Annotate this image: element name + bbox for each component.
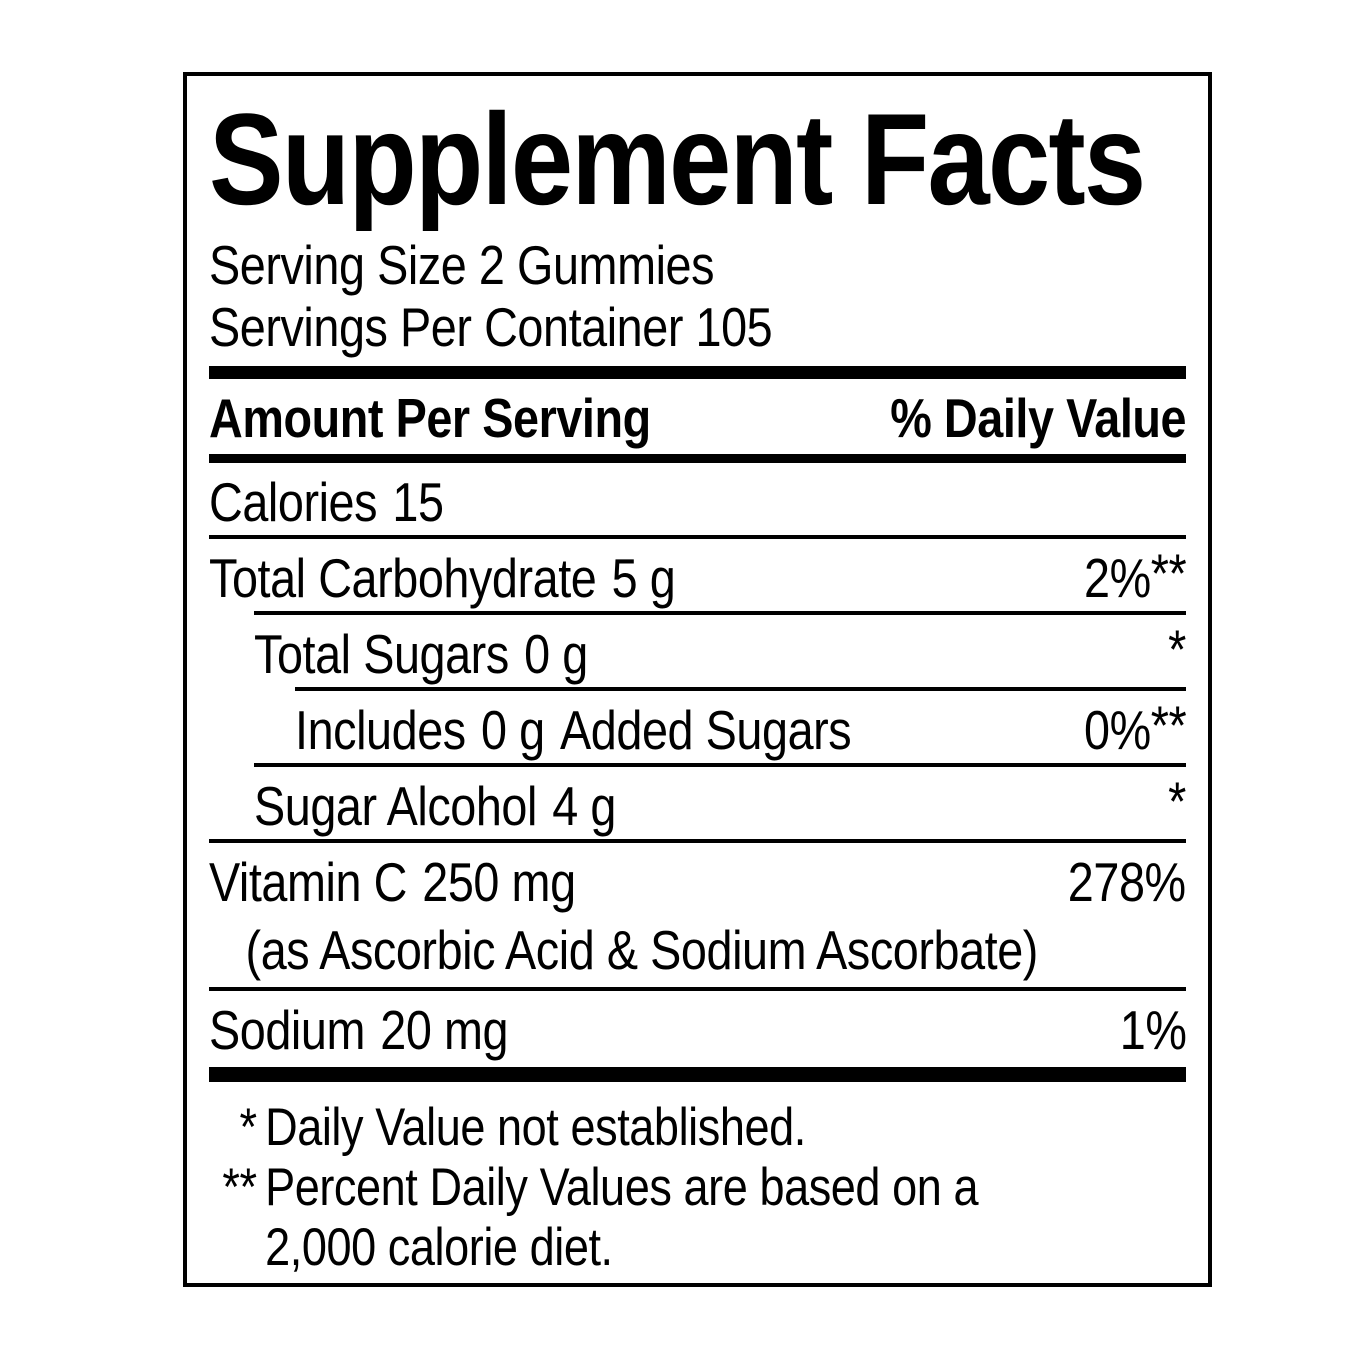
nutrient-name: Includes <box>295 699 466 761</box>
row-vitamin-c-source <box>209 915 1186 987</box>
nutrient-amount: 0 g <box>524 623 588 685</box>
footnote-text: 2,000 calorie diet. <box>265 1218 613 1277</box>
nutrient-amount: 5 g <box>611 547 676 609</box>
nutrient-name: Sodium <box>209 999 365 1061</box>
thick-divider-header <box>209 454 1186 463</box>
column-header-amount: Amount Per Serving <box>209 387 651 449</box>
nutrient-name-suffix: Added Sugars <box>560 699 852 761</box>
footnote-daily-value <box>209 1098 1186 1158</box>
column-header-daily-value: % Daily Value <box>890 387 1186 449</box>
row-total-carbohydrate <box>209 539 1186 611</box>
footnote-percent-dv <box>209 1158 1186 1218</box>
footnote-percent-dv-continued <box>209 1218 1186 1278</box>
daily-value: 0% <box>1083 699 1151 761</box>
supplement-facts-label <box>183 72 1212 1287</box>
footnote-text: Percent Daily Values are based on a <box>265 1158 979 1217</box>
daily-value-note: * <box>1168 617 1186 680</box>
footnote-text: Daily Value not established. <box>265 1098 806 1157</box>
servings-per-container: Servings Per Container 105 <box>209 296 773 358</box>
column-header-row <box>209 379 1186 454</box>
daily-value-note: ** <box>1150 541 1186 604</box>
nutrient-source: (as Ascorbic Acid & Sodium Ascorbate) <box>245 919 1038 981</box>
row-calories <box>209 463 1186 535</box>
thick-divider-top <box>209 366 1186 379</box>
nutrient-name: Total Sugars <box>254 623 509 685</box>
footnote-marker: ** <box>222 1158 257 1217</box>
daily-value: 278% <box>1068 851 1186 913</box>
row-sugar-alcohol <box>209 767 1186 839</box>
daily-value-note: ** <box>1150 693 1186 756</box>
daily-value: 1% <box>1119 999 1186 1061</box>
nutrient-amount: 0 g <box>481 699 545 761</box>
serving-size: Serving Size 2 Gummies <box>209 234 715 296</box>
nutrient-name: Sugar Alcohol <box>254 775 537 837</box>
thick-divider-bottom <box>209 1067 1186 1082</box>
nutrient-amount: 20 mg <box>380 999 509 1061</box>
nutrient-amount: 15 <box>392 471 444 533</box>
footnote-marker: * <box>239 1098 257 1157</box>
nutrient-amount: 4 g <box>552 775 616 837</box>
nutrient-amount: 250 mg <box>422 851 576 913</box>
nutrient-name: Total Carbohydrate <box>209 547 597 609</box>
serving-info <box>209 234 1186 358</box>
daily-value: 2% <box>1083 547 1151 609</box>
row-added-sugars <box>209 691 1186 763</box>
label-title: Supplement Facts <box>209 86 1145 232</box>
row-total-sugars <box>209 615 1186 687</box>
footnotes <box>209 1098 1186 1278</box>
daily-value-note: * <box>1168 769 1186 832</box>
row-sodium <box>209 991 1186 1063</box>
nutrient-name: Calories <box>209 471 378 533</box>
row-vitamin-c <box>209 843 1186 915</box>
nutrient-name: Vitamin C <box>209 851 407 913</box>
